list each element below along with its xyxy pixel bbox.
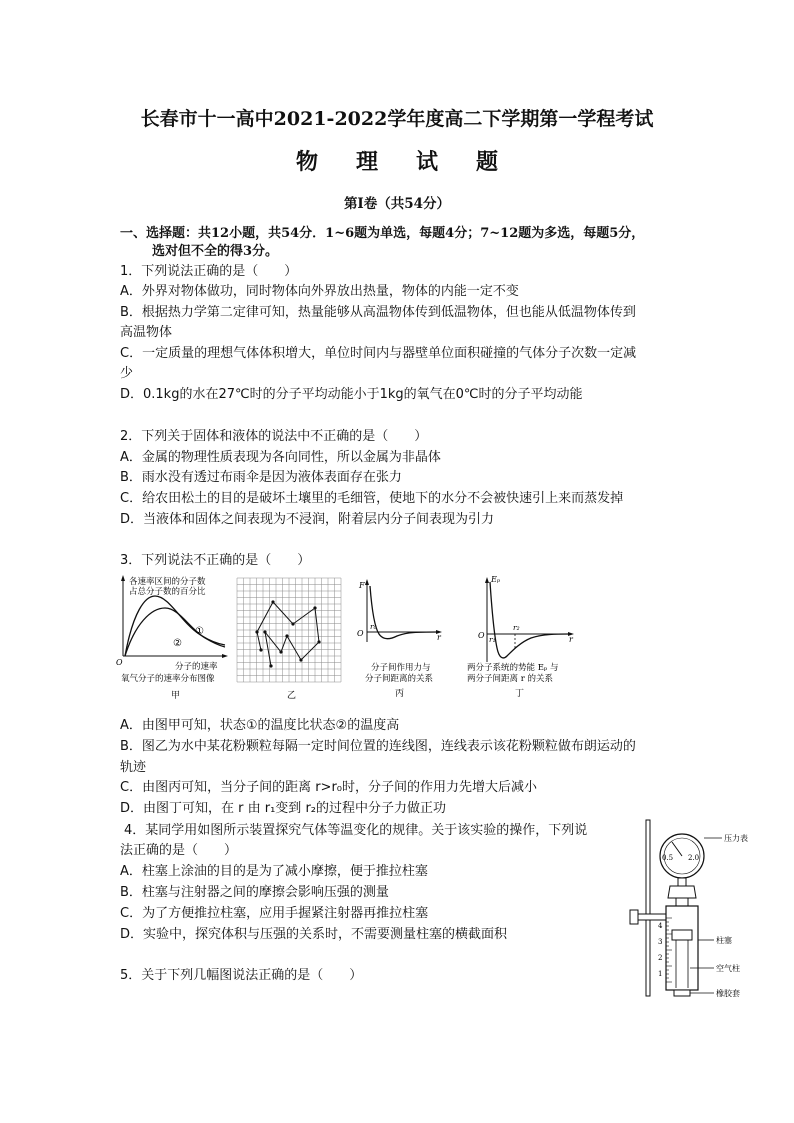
q2-option-a: A．金属的物理性质表现为各向同性，所以金属为非晶体 bbox=[120, 450, 441, 465]
bing-r0: r₀ bbox=[370, 622, 377, 631]
label-rubber-cap: 橡胶套 bbox=[716, 989, 740, 998]
ding-axis-y: Eₚ bbox=[491, 575, 501, 584]
figure-ding bbox=[467, 575, 574, 699]
q4-option-a: A．柱塞上涂油的目的是为了减小摩擦，便于推拉柱塞 bbox=[120, 864, 428, 879]
figure-yi bbox=[237, 578, 341, 701]
section-instructions-cont: 选对但不全的得3分。 bbox=[152, 244, 279, 259]
ding-origin: O bbox=[478, 631, 485, 640]
figure-bing bbox=[357, 579, 442, 699]
bing-tag: 丙 bbox=[395, 689, 405, 699]
ding-tag: 丁 bbox=[515, 689, 525, 699]
jia-ylabel-1: 各速率区间的分子数 bbox=[129, 577, 206, 587]
q3-option-b-cont: 轨迹 bbox=[120, 760, 147, 775]
subject-char: 物 bbox=[295, 149, 318, 175]
volume-heading: 第Ⅰ卷（共54分） bbox=[343, 196, 451, 212]
q1-option-d: D．0.1kg的水在27℃时的分子平均动能小于1kg的氧气在0℃时的分子平均动能 bbox=[120, 387, 583, 402]
q4-option-b: B．柱塞与注射器之间的摩擦会影响压强的测量 bbox=[120, 885, 389, 900]
q5-stem: 5．关于下列几幅图说法正确的是（ ） bbox=[120, 968, 363, 983]
bing-axis-x: r bbox=[437, 633, 441, 642]
q3-stem: 3．下列说法不正确的是（ ） bbox=[120, 553, 311, 568]
subject-title bbox=[0, 145, 794, 176]
q1-option-b-cont: 高温物体 bbox=[120, 325, 173, 340]
bing-axis-y: F bbox=[359, 581, 365, 590]
bing-caption-1: 分子间作用力与 bbox=[371, 663, 431, 673]
jia-xlabel: 分子的速率 bbox=[175, 662, 218, 672]
apparatus-figure bbox=[626, 818, 756, 1000]
figure-jia bbox=[116, 575, 228, 701]
ding-r1: r₁ bbox=[489, 635, 496, 644]
scale-2: 2 bbox=[658, 954, 663, 962]
yi-tag: 乙 bbox=[287, 691, 297, 701]
q4-stem: 4．某同学用如图所示装置探究气体等温变化的规律。关于该实验的操作，下列说 bbox=[124, 823, 588, 838]
label-air-column: 空气柱 bbox=[716, 964, 740, 973]
exam-title: 长春市十一高中2021-2022学年度高二下学期第一学程考试 bbox=[140, 108, 654, 130]
q4-option-c: C．为了方便推拉柱塞，应用手握紧注射器再推拉柱塞 bbox=[120, 906, 429, 921]
label-plunger: 柱塞 bbox=[716, 936, 732, 945]
jia-origin: O bbox=[116, 658, 123, 667]
bing-caption-2: 分子间距离的关系 bbox=[365, 674, 434, 684]
jia-caption: 氧气分子的速率分布图像 bbox=[121, 674, 215, 684]
q1-option-c: C．一定质量的理想气体体积增大，单位时间内与器壁单位面积碰撞的气体分子次数一定减 bbox=[120, 346, 637, 361]
q3-option-c: C．由图丙可知，当分子间的距离 r>r₀时，分子间的作用力先增大后减小 bbox=[120, 780, 538, 795]
q1-option-b: B．根据热力学第二定律可知，热量能够从高温物体传到低温物体，但也能从低温物体传到 bbox=[120, 305, 636, 320]
q4-stem-cont: 法正确的是（ ） bbox=[120, 843, 238, 858]
scale-4: 4 bbox=[658, 922, 663, 930]
gauge-low: 0.5 bbox=[662, 854, 674, 862]
bing-origin: O bbox=[357, 629, 364, 638]
scale-3: 3 bbox=[658, 938, 663, 946]
q2-option-b: B．雨水没有透过布雨伞是因为液体表面存在张力 bbox=[120, 470, 402, 485]
jia-ylabel-2: 占总分子数的百分比 bbox=[129, 587, 206, 597]
brownian-path bbox=[257, 602, 319, 666]
ding-caption-2: 两分子间距离 r 的关系 bbox=[467, 674, 553, 684]
ding-axis-x: r bbox=[569, 635, 573, 644]
q3-option-d: D．由图丁可知，在 r 由 r₁变到 r₂的过程中分子力做正功 bbox=[120, 801, 446, 816]
q1-option-a: A．外界对物体做功，同时物体向外界放出热量，物体的内能一定不变 bbox=[120, 284, 519, 299]
q1-stem: 1．下列说法正确的是（ ） bbox=[120, 264, 298, 279]
ding-r2: r₂ bbox=[513, 623, 520, 632]
q4-option-d: D．实验中，探究体积与压强的关系时，不需要测量柱塞的横截面积 bbox=[120, 927, 508, 942]
subject-char: 题 bbox=[476, 149, 499, 175]
jia-curve-2: ② bbox=[173, 638, 182, 649]
q2-option-d: D．当液体和固体之间表现为不浸润，附着层内分子间表现为引力 bbox=[120, 512, 495, 527]
gauge-high: 2.0 bbox=[688, 854, 700, 862]
subject-char: 理 bbox=[355, 149, 378, 175]
jia-tag: 甲 bbox=[171, 691, 181, 701]
jia-curve-1: ① bbox=[195, 626, 204, 637]
label-gauge: 压力表 bbox=[724, 834, 748, 843]
q3-figures bbox=[115, 572, 595, 707]
q3-option-a: A．由图甲可知，状态①的温度比状态②的温度高 bbox=[120, 718, 400, 733]
q1-option-c-cont: 少 bbox=[120, 366, 134, 381]
q2-stem: 2．下列关于固体和液体的说法中不正确的是（ ） bbox=[120, 429, 428, 444]
q2-option-c: C．给农田松土的目的是破坏土壤里的毛细管，使地下的水分不会被快速引上来而蒸发掉 bbox=[120, 491, 624, 506]
scale-1: 1 bbox=[658, 970, 663, 978]
subject-char: 试 bbox=[416, 149, 439, 175]
q3-option-b: B．图乙为水中某花粉颗粒每隔一定时间位置的连线图，连线表示该花粉颗粒做布朗运动的 bbox=[120, 739, 636, 754]
section-instructions: 一、选择题：共12小题，共54分．1~6题为单选，每题4分；7~12题为多选，每题5分， bbox=[120, 226, 645, 241]
ding-caption-1: 两分子系统的势能 Eₚ 与 bbox=[467, 663, 559, 673]
